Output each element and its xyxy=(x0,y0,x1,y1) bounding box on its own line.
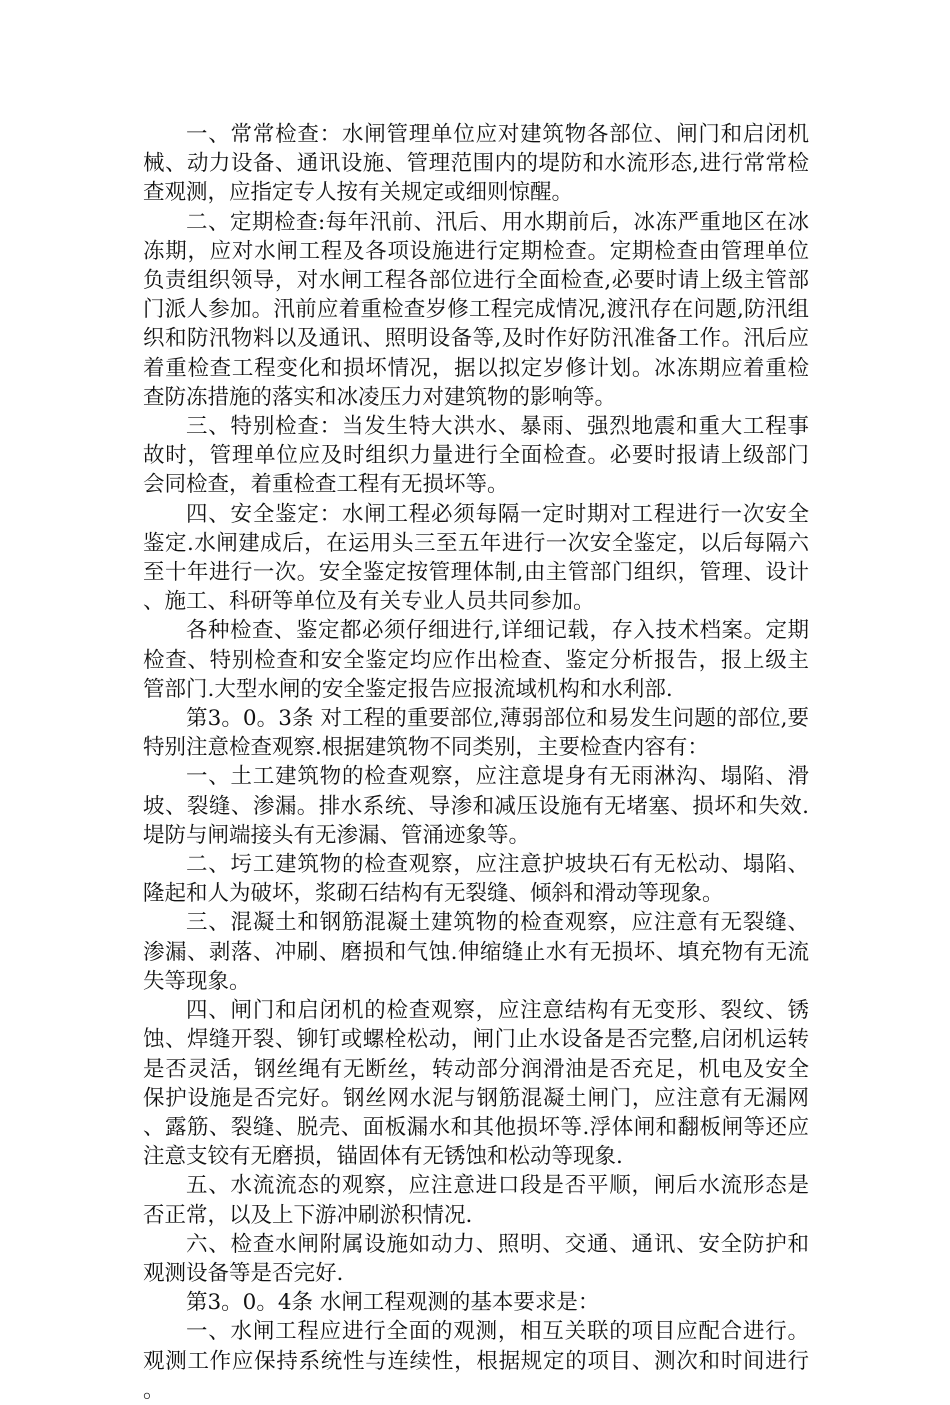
paragraph-gates-and-hoists: 四、闸门和启闭机的检查观察，应注意结构有无变形、裂纹、锈蚀、焊缝开裂、铆钉或螺栓松动，闸门止水设备是否完整,启闭机运转是否灵活，钢丝绳有无断丝，转动部分润滑油是否充足，机电及安全保护设施是否完好。钢丝网水泥与钢筋混凝土闸门，应注意有无漏网、露筋、裂缝、脱壳、面板漏水和其他损坏等.浮体闸和翻板闸等还应注意支铰有无磨损，锚固体有无锈蚀和松动等现象. xyxy=(143,998,809,1170)
paragraph-observation-requirements: 一、水闸工程应进行全面的观测，相互关联的项目应配合进行。观测工作应保持系统性与连续性，根据规定的项目、测次和时间进行。 xyxy=(143,1319,809,1403)
paragraph-periodic-inspection: 二、定期检查:每年汛前、汛后、用水期前后，冰冻严重地区在冰冻期，应对水闸工程及各项设施进行定期检查。定期检查由管理单位负责组织领导，对水闸工程各部位进行全面检查,必要时请上级主管部门派人参加。汛前应着重检查岁修工程完成情况,渡汛存在问题,防汛组织和防汛物料以及通讯、照明设备等,及时作好防汛准备工作。汛后应着重检查工程变化和损坏情况，据以拟定岁修计划。冰冻期应着重检查防冻措施的落实和冰凌压力对建筑物的影响等。 xyxy=(143,209,809,410)
paragraph-auxiliary-facilities: 六、检查水闸附属设施如动力、照明、交通、通讯、安全防护和观测设备等是否完好. xyxy=(143,1231,809,1286)
document-body xyxy=(143,120,809,1405)
paragraph-article-3-0-3: 第3。0。3条 对工程的重要部位,薄弱部位和易发生问题的部位,要特别注意检查观察.根据建筑物不同类别，主要检查内容有： xyxy=(143,706,809,761)
paragraph-routine-inspection: 一、常常检查：水闸管理单位应对建筑物各部位、闸门和启闭机械、动力设备、通讯设施、管理范围内的堤防和水流形态,进行常常检查观测，应指定专人按有关规定或细则惊醒。 xyxy=(143,122,809,206)
paragraph-records-and-reports: 各种检查、鉴定都必须仔细进行,详细记载，存入技术档案。定期检查、特别检查和安全鉴定均应作出检查、鉴定分析报告，报上级主管部门.大型水闸的安全鉴定报告应报流域机构和水利部. xyxy=(143,618,809,702)
paragraph-flow-pattern: 五、水流流态的观察，应注意进口段是否平顺，闸后水流形态是否正常，以及上下游冲刷淤积情况. xyxy=(143,1173,809,1228)
paragraph-earth-structures: 一、土工建筑物的检查观察，应注意堤身有无雨淋沟、塌陷、滑坡、裂缝、渗漏。排水系统、导渗和减压设施有无堵塞、损坏和失效.堤防与闸端接头有无渗漏、管涌迹象等。 xyxy=(143,764,809,848)
paragraph-article-3-0-4: 第3。0。4条 水闸工程观测的基本要求是： xyxy=(186,1290,600,1316)
paragraph-concrete-structures: 三、混凝土和钢筋混凝土建筑物的检查观察，应注意有无裂缝、渗漏、剥落、冲刷、磨损和气蚀.伸缩缝止水有无损坏、填充物有无流失等现象。 xyxy=(143,910,809,994)
paragraph-masonry-structures: 二、圬工建筑物的检查观察，应注意护坡块石有无松动、塌陷、隆起和人为破坏，浆砌石结构有无裂缝、倾斜和滑动等现象。 xyxy=(143,852,809,907)
paragraph-special-inspection: 三、特别检查：当发生特大洪水、暴雨、强烈地震和重大工程事故时，管理单位应及时组织力量进行全面检查。必要时报请上级部门会同检查，着重检查工程有无损坏等。 xyxy=(143,414,809,498)
paragraph-safety-appraisal: 四、安全鉴定：水闸工程必须每隔一定时期对工程进行一次安全鉴定.水闸建成后，在运用头三至五年进行一次安全鉴定，以后每隔六至十年进行一次。安全鉴定按管理体制,由主管部门组织，管理、设计、施工、科研等单位及有关专业人员共同参加。 xyxy=(143,501,809,615)
